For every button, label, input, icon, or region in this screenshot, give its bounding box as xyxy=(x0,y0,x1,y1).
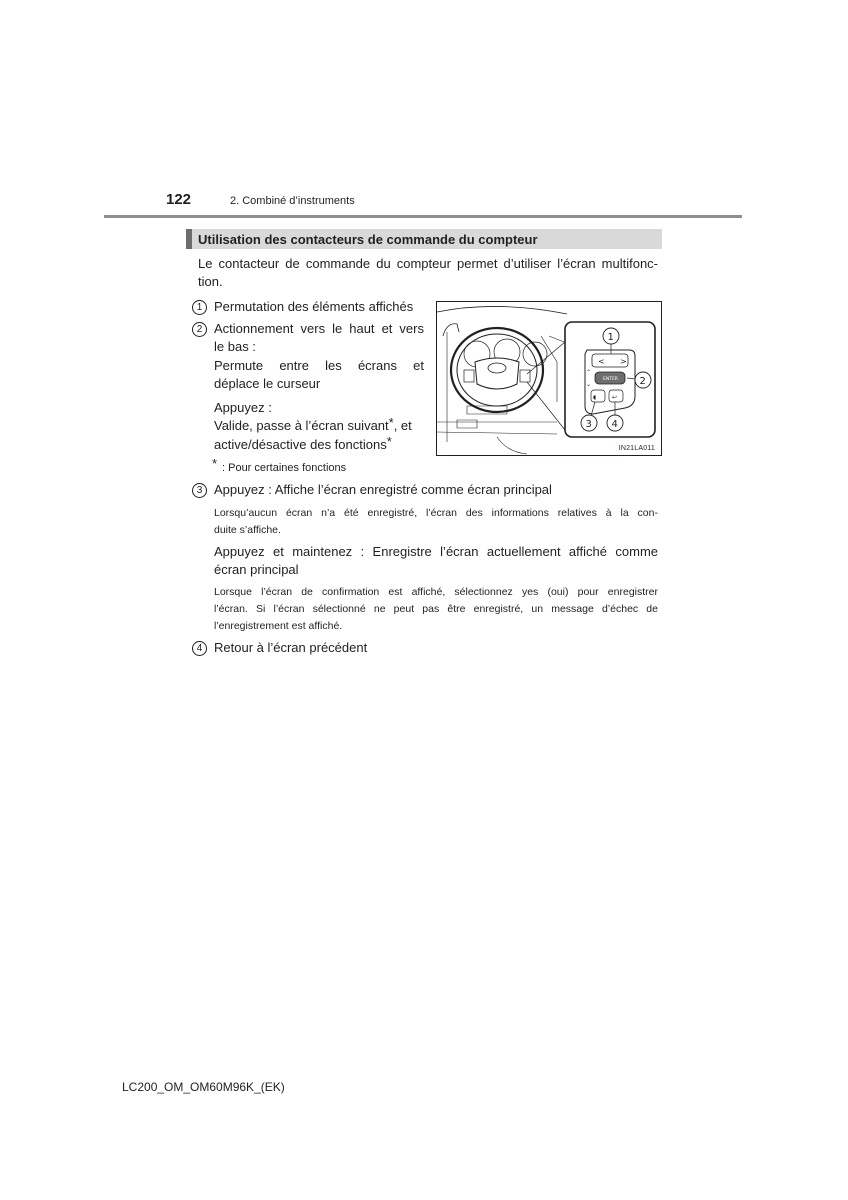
intro-line-2: tion. xyxy=(198,274,223,289)
item-3-note-line-1: Lorsqu’aucun écran n’a été enregistré, l’écran des informations relatives à la con- xyxy=(214,507,658,519)
page-number: 122 xyxy=(166,191,192,208)
item-4-number: 4 xyxy=(192,641,207,656)
item-1-number: 1 xyxy=(192,300,207,315)
section-heading xyxy=(186,229,662,249)
enter-button-label: ENTER xyxy=(603,377,618,382)
item-3-note2-line-1: Lorsque l’écran de confirmation est affiché, sélectionnez yes (oui) pour enregistrer xyxy=(214,586,658,598)
svg-text:>: > xyxy=(620,357,627,366)
item-2-sub2-label: Appuyez : xyxy=(214,400,272,415)
item-3-note2-line-3: l’enregistrement est affiché. xyxy=(214,620,343,632)
item-2-number: 2 xyxy=(192,322,207,337)
item-2-sub1-line-1: Permute entre les écrans et xyxy=(214,358,424,373)
svg-text:↩: ↩ xyxy=(612,394,618,401)
item-3-hold-line-1: Appuyez et maintenez : Enregistre l’écran actuellement affiché comme xyxy=(214,544,658,559)
callout-1: 1 xyxy=(607,332,614,343)
item-1-text: Permutation des éléments affichés xyxy=(214,299,414,314)
intro-line-1: Le contacteur de commande du compteur permet d’utiliser l’écran multifonc- xyxy=(198,256,658,271)
item-2-sub2-line-1 xyxy=(214,417,426,435)
item-3-number: 3 xyxy=(192,483,207,498)
item-3-hold-line-2: écran principal xyxy=(214,562,299,577)
section-heading-tab xyxy=(186,229,192,249)
item-2-sub2-line-1-text: Valide, passe à l’écran suivant xyxy=(214,418,389,433)
svg-text:⌄: ⌄ xyxy=(586,381,592,388)
item-2-line-1: Actionnement vers le haut et vers xyxy=(214,321,424,336)
section-title: Utilisation des contacteurs de commande du compteur xyxy=(198,232,538,247)
item-2-sub1-line-2: déplace le curseur xyxy=(214,376,321,391)
item-2-sub2-line-2-text: active/désactive des fonctions xyxy=(214,437,387,452)
header-rule xyxy=(104,215,742,218)
item-3-text: Appuyez : Affiche l’écran enregistré comme écran principal xyxy=(214,482,552,497)
document-code: LC200_OM_OM60M96K_(EK) xyxy=(122,1080,285,1094)
figure-code: IN21LA011 xyxy=(618,445,655,452)
callout-4: 4 xyxy=(611,419,618,430)
footnote-asterisk: * xyxy=(386,434,392,449)
item-3-note2-line-2: l’écran. Si l’écran sélectionné ne peut pas être enregistré, un message d’échec de xyxy=(214,603,658,615)
item-2-sub2-line-2 xyxy=(214,436,392,454)
svg-text:<: < xyxy=(598,357,605,366)
item-4-text: Retour à l’écran précédent xyxy=(214,640,368,655)
item-2-sub2-line-1-end: , et xyxy=(393,418,412,433)
steering-wheel-illustration xyxy=(437,302,661,455)
item-2-line-2: le bas : xyxy=(214,339,256,354)
callout-3: 3 xyxy=(585,419,592,430)
chapter-title: 2. Combiné d’instruments xyxy=(230,195,355,207)
steering-wheel-figure xyxy=(436,301,662,456)
svg-text:⌃: ⌃ xyxy=(586,369,592,376)
svg-text:◖: ◖ xyxy=(593,394,597,401)
footnote-text: : Pour certaines fonctions xyxy=(222,462,347,474)
footnote-asterisk: * xyxy=(388,415,394,430)
footnote-mark: * xyxy=(212,456,218,471)
item-3-note-line-2: duite s’affiche. xyxy=(214,524,281,536)
callout-2: 2 xyxy=(639,376,646,387)
